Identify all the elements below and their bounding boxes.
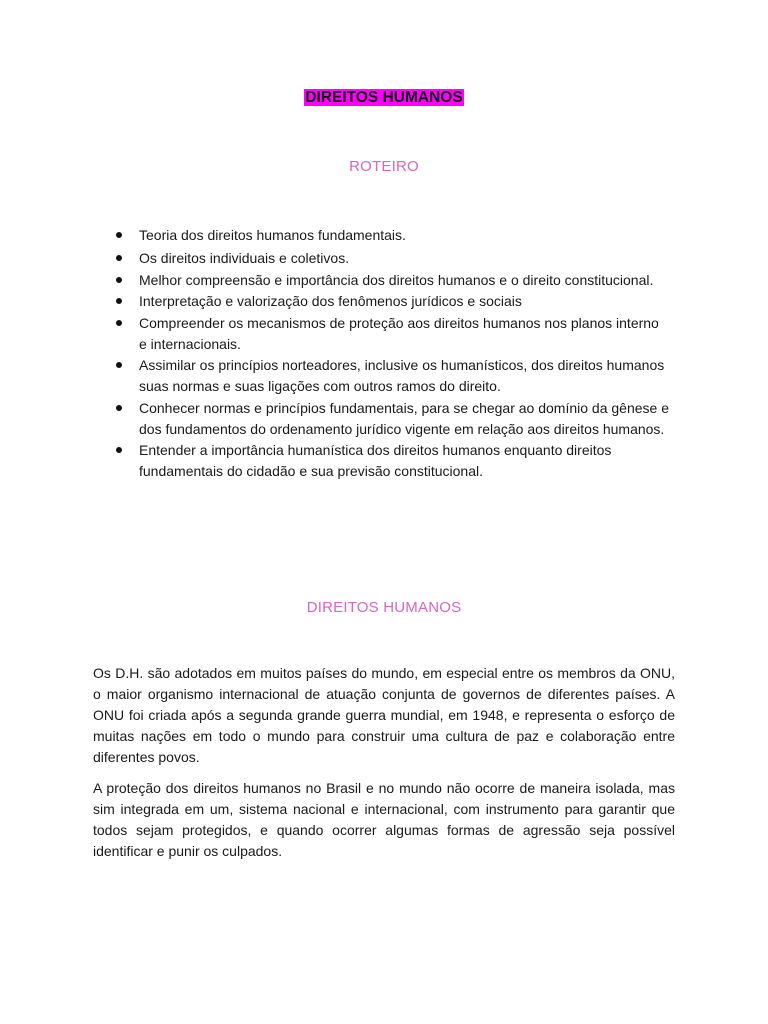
list-item-text: Entender a importância humanística dos direitos humanos enquanto direitos fundamentais do cidadão e sua previsão constitucional.	[139, 442, 612, 479]
body-text	[93, 663, 675, 872]
list-item	[110, 440, 670, 482]
bullet-icon	[116, 320, 122, 326]
bullet-icon	[116, 405, 122, 411]
roteiro-list	[110, 225, 670, 483]
paragraph: A proteção dos direitos humanos no Brasil e no mundo não ocorre de maneira isolada, mas sim integrada em um, sistema nacional e internacional, com instrumento para garantir que todos sejam protegidos, e quando ocorrer algumas formas de agressão seja possível identificar e punir os culpados.	[93, 780, 675, 859]
list-item	[110, 270, 670, 291]
bullet-icon	[116, 362, 122, 368]
bullet-icon	[116, 298, 122, 304]
paragraph: Os D.H. são adotados em muitos países do mundo, em especial entre os membros da ONU, o maior organismo internacional de atuação conjunta de governos de diferentes países. A ONU foi criada após a segunda grande guerra mundial, em 1948, e representa o esforço de muitas nações em todo o mundo para construir uma cultura de paz e colaboração entre diferentes povos.	[93, 665, 675, 765]
list-item-text: Interpretação e valorização dos fenômenos jurídicos e sociais	[139, 293, 522, 309]
bullet-icon	[116, 277, 122, 283]
bullet-icon	[116, 232, 122, 238]
list-item-text: Compreender os mecanismos de proteção aos direitos humanos nos planos interno e internacionais.	[139, 314, 659, 352]
document-title	[0, 88, 768, 108]
bullet-icon	[116, 255, 122, 261]
list-item	[110, 248, 670, 269]
roteiro-heading: ROTEIRO	[349, 158, 419, 175]
list-item-text: Conhecer normas e princípios fundamentais, para se chegar ao domínio da gênese e dos fundamentos do ordenamento jurídico vigente em relação aos direitos humanos.	[139, 399, 669, 437]
document-title-highlight: DIREITOS HUMANOS	[305, 89, 463, 106]
list-item	[110, 313, 670, 355]
list-item-text: Os direitos individuais e coletivos.	[139, 250, 350, 266]
list-item	[110, 355, 670, 397]
list-item	[110, 225, 670, 246]
list-item	[110, 398, 670, 440]
bullet-icon	[116, 447, 122, 453]
list-item-text: Teoria dos direitos humanos fundamentais.	[139, 227, 406, 243]
list-item	[110, 291, 670, 312]
list-item-text: Assimilar os princípios norteadores, inclusive os humanísticos, dos direitos humanos suas normas e suas ligações com outros ramos do direito.	[139, 357, 665, 394]
list-item-text: Melhor compreensão e importância dos direitos humanos e o direito constitucional.	[139, 271, 654, 288]
direitos-humanos-heading: DIREITOS HUMANOS	[306, 599, 462, 616]
